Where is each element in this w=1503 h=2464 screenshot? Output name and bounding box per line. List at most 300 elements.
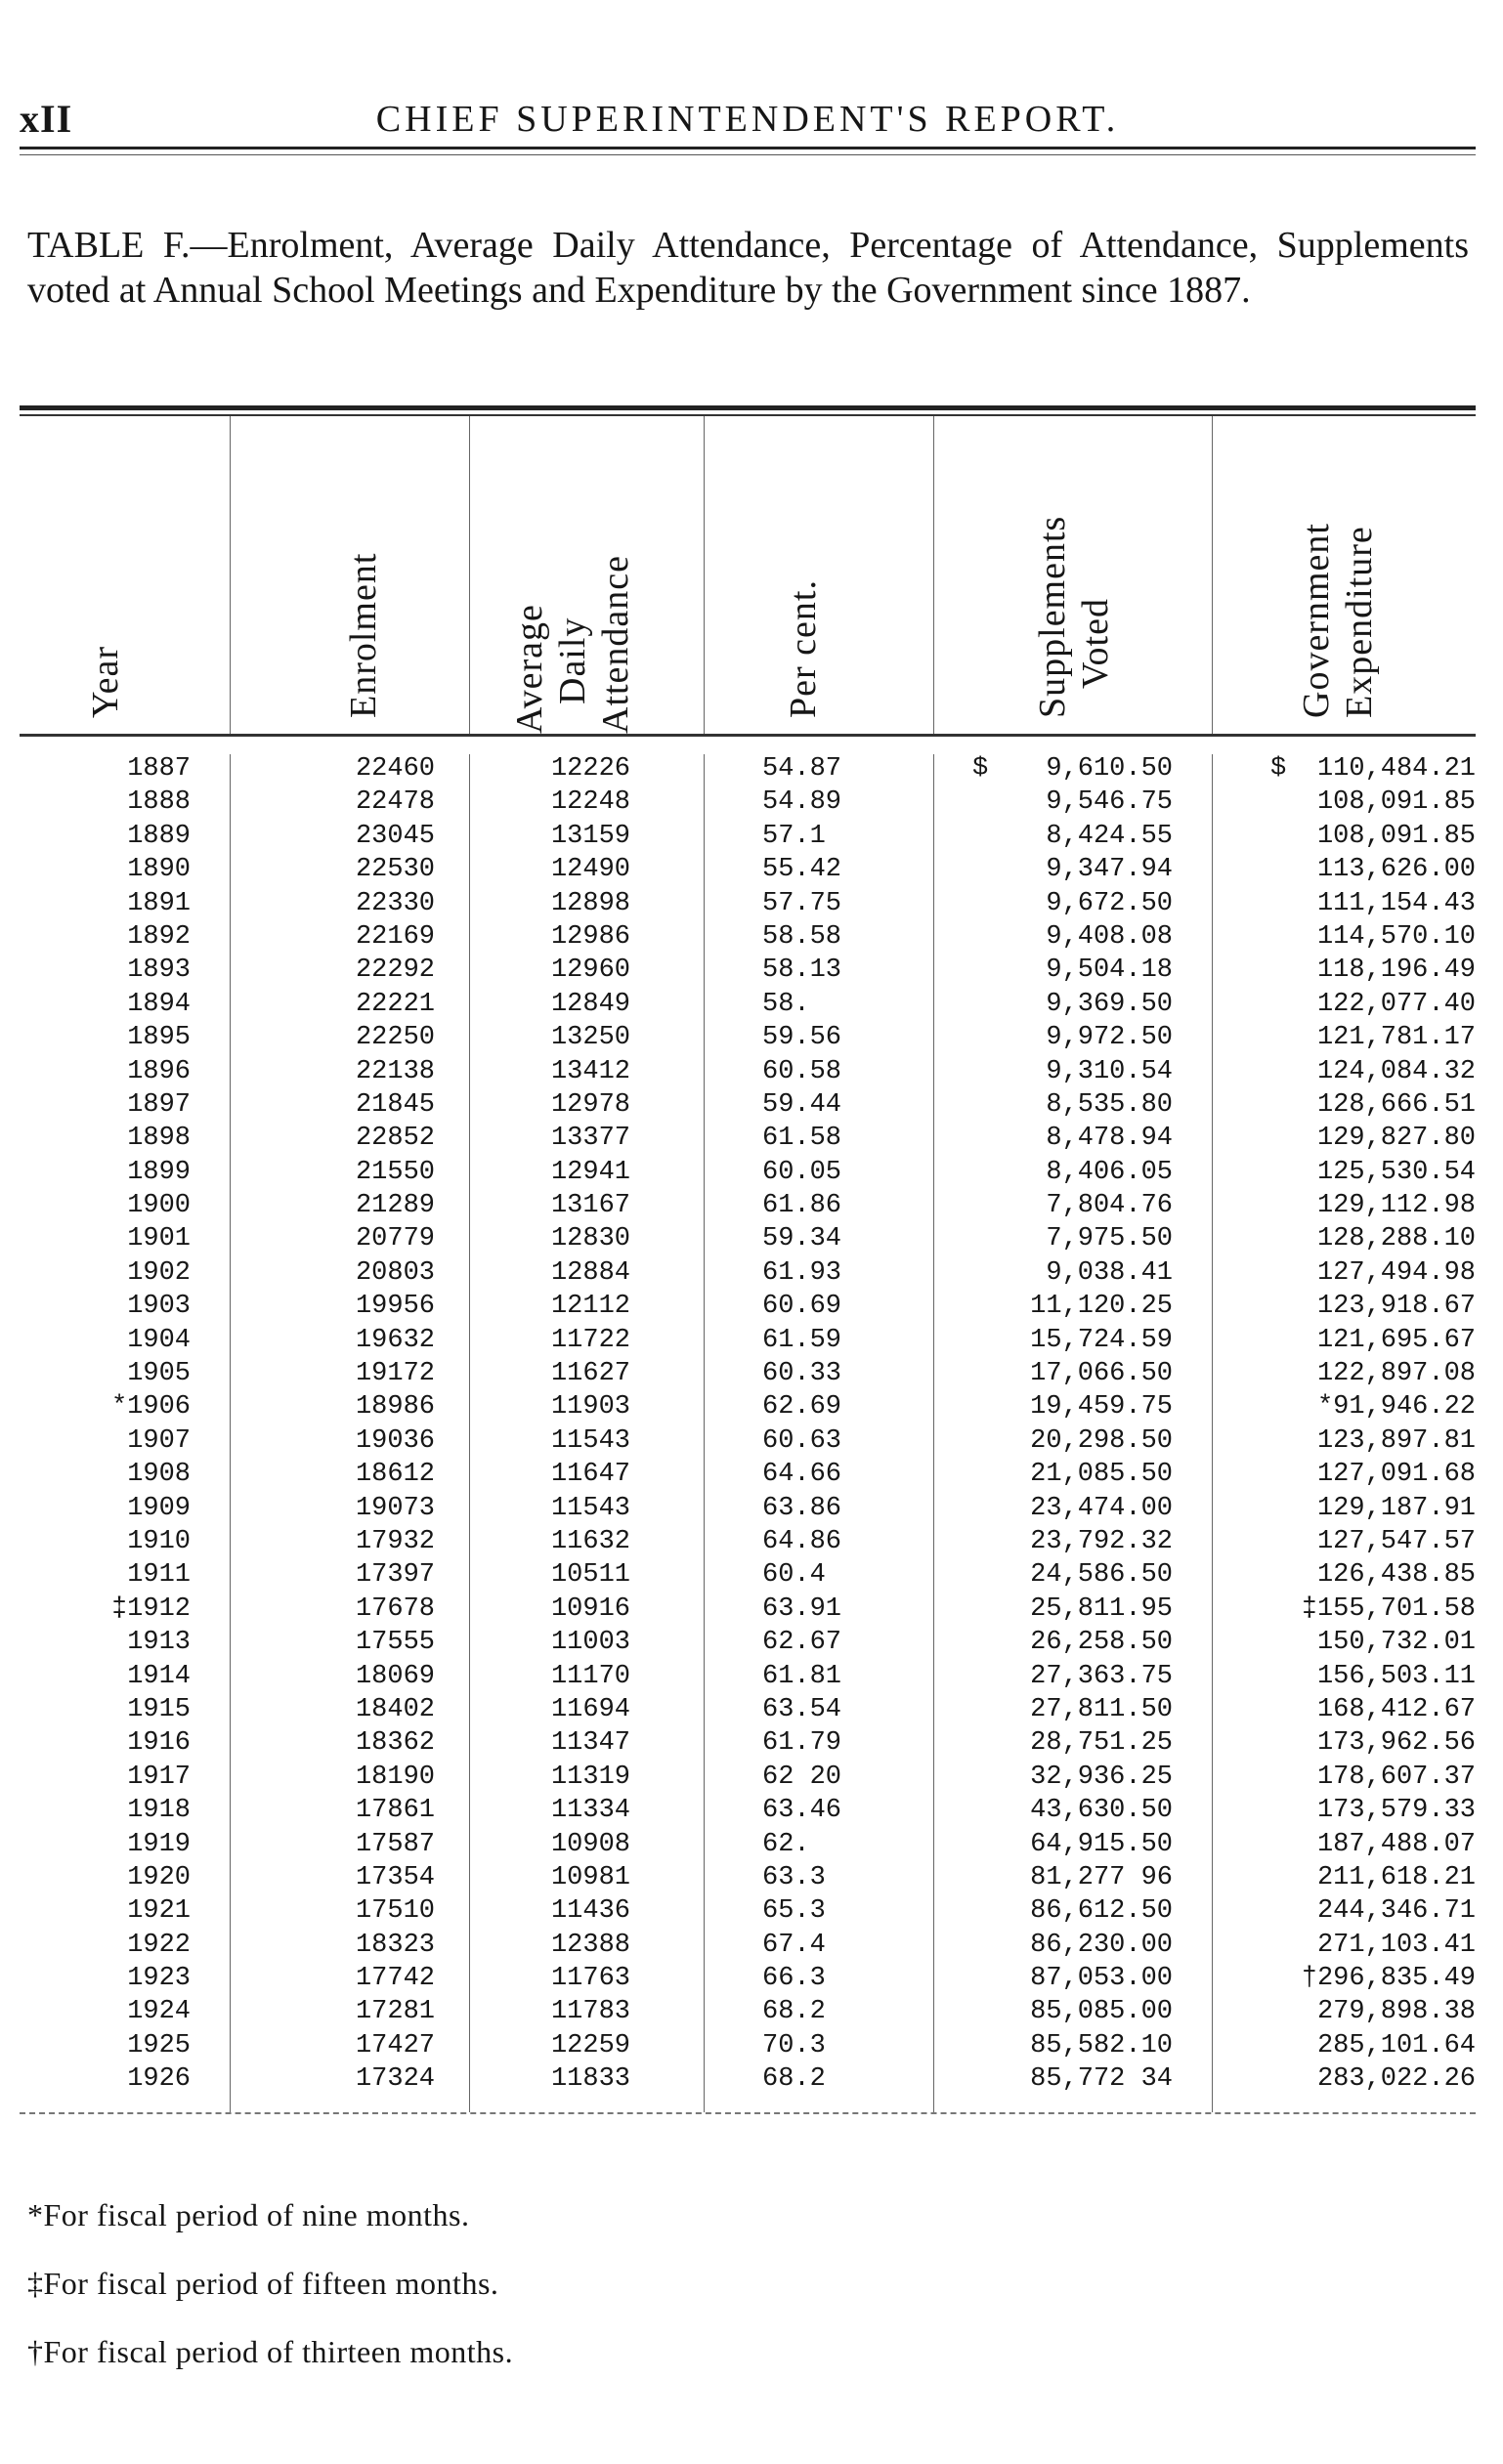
cell-expenditure: 118,196.49 [1316, 956, 1476, 986]
cell-attendance: 10908 [550, 1829, 630, 1859]
cell-year: 1896 [127, 1056, 191, 1086]
cell-supplements: 19,459.75 [1030, 1392, 1173, 1423]
cell-supplements: 9,504.18 [1046, 956, 1173, 986]
cell-year: 1900 [127, 1191, 191, 1221]
cell-enrolment: 17354 [355, 1862, 435, 1892]
cell-supplements: 81,277 96 [1030, 1862, 1173, 1892]
table-row [20, 1326, 1476, 1359]
cell-enrolment: 17742 [355, 1964, 435, 1994]
cell-percent: 66.3 [762, 1964, 826, 1994]
cell-enrolment: 18402 [355, 1694, 435, 1724]
cell-supplements: 9,408.08 [1046, 921, 1173, 952]
cell-attendance: 11647 [550, 1460, 630, 1490]
cell-enrolment: 17555 [355, 1628, 435, 1658]
cell-expenditure: 108,091.85 [1316, 821, 1476, 851]
cell-expenditure: 285,101.64 [1316, 2030, 1476, 2060]
cell-year: 1901 [127, 1224, 191, 1254]
table-row [20, 1931, 1476, 1964]
cell-enrolment: 22852 [355, 1124, 435, 1154]
cell-attendance: 11722 [550, 1325, 630, 1355]
cell-expenditure: 110,484.21 [1316, 754, 1476, 784]
table-caption: TABLE F.—Enrolment, Average Daily Attendance, Percentage of Attendance, Supplements voted at Annual School Meetings and Expenditure by the Government since 1887. [27, 225, 1469, 311]
cell-attendance: 11347 [550, 1728, 630, 1759]
cell-attendance: 12830 [550, 1224, 630, 1254]
table-row [20, 1863, 1476, 1896]
table-row [20, 1224, 1476, 1257]
cell-attendance: 13377 [550, 1124, 630, 1154]
cell-percent: 62.69 [762, 1392, 842, 1423]
cell-percent: 70.3 [762, 2030, 826, 2060]
table-row [20, 1191, 1476, 1224]
cell-enrolment: 21289 [355, 1191, 435, 1221]
cell-attendance: 12259 [550, 2030, 630, 2060]
cell-supplements: 86,612.50 [1030, 1896, 1173, 1927]
table-row [20, 1359, 1476, 1392]
cell-attendance: 12388 [550, 1930, 630, 1960]
cell-attendance: 10981 [550, 1862, 630, 1892]
cell-enrolment: 22330 [355, 888, 435, 918]
cell-expenditure: 168,412.67 [1316, 1694, 1476, 1724]
cell-year: 1902 [127, 1257, 191, 1288]
table-row [20, 2031, 1476, 2064]
cell-attendance: 11632 [550, 1526, 630, 1556]
cell-enrolment: 17587 [355, 1829, 435, 1859]
cell-expenditure: 283,022.26 [1316, 2064, 1476, 2095]
table-row [20, 1830, 1476, 1863]
table-row [20, 822, 1476, 855]
cell-supplements: 9,369.50 [1046, 989, 1173, 1019]
cell-supplements: 9,038.41 [1046, 1257, 1173, 1288]
cell-supplements: 7,975.50 [1046, 1224, 1173, 1254]
cell-attendance: 11543 [550, 1493, 630, 1523]
cell-percent: 57.75 [762, 888, 842, 918]
cell-percent: 58.13 [762, 956, 842, 986]
column-divider [933, 416, 934, 734]
cell-supplements: 20,298.50 [1030, 1425, 1173, 1456]
cell-supplements: 43,630.50 [1030, 1796, 1173, 1826]
cell-enrolment: 20779 [355, 1224, 435, 1254]
cell-attendance: 11833 [550, 2064, 630, 2095]
cell-expenditure: 129,187.91 [1316, 1493, 1476, 1523]
cell-supplements: 26,258.50 [1030, 1628, 1173, 1658]
cell-percent: 58.58 [762, 921, 842, 952]
cell-enrolment: 19073 [355, 1493, 435, 1523]
cell-percent: 61.86 [762, 1191, 842, 1221]
cell-percent: 61.58 [762, 1124, 842, 1154]
cell-expenditure: 173,962.56 [1316, 1728, 1476, 1759]
cell-expenditure: 126,438.85 [1316, 1560, 1476, 1591]
cell-expenditure: 114,570.10 [1316, 921, 1476, 952]
cell-supplements: 85,085.00 [1030, 1997, 1173, 2027]
table-row [20, 1292, 1476, 1325]
table-row [20, 1090, 1476, 1124]
cell-percent: 63.3 [762, 1862, 826, 1892]
cell-expenditure: 128,288.10 [1316, 1224, 1476, 1254]
cell-year: 1915 [127, 1694, 191, 1724]
cell-percent: 62 20 [762, 1762, 842, 1792]
cell-year: 1914 [127, 1661, 191, 1691]
cell-year: 1922 [127, 1930, 191, 1960]
footnote: ‡For fiscal period of fifteen months. [27, 2266, 499, 2301]
currency-symbol-supplements: $ [972, 754, 989, 784]
cell-expenditure: 125,530.54 [1316, 1157, 1476, 1187]
cell-supplements: 9,310.54 [1046, 1056, 1173, 1086]
cell-enrolment: 22250 [355, 1023, 435, 1053]
cell-year: 1907 [127, 1425, 191, 1456]
cell-percent: 62. [762, 1829, 810, 1859]
cell-enrolment: 17932 [355, 1526, 435, 1556]
cell-supplements: 8,406.05 [1046, 1157, 1173, 1187]
cell-attendance: 11170 [550, 1661, 630, 1691]
cell-enrolment: 22221 [355, 989, 435, 1019]
table-row [20, 754, 1476, 787]
table-row [20, 1460, 1476, 1493]
table-row [20, 1728, 1476, 1762]
cell-expenditure: 187,488.07 [1316, 1829, 1476, 1859]
cell-attendance: 11694 [550, 1694, 630, 1724]
cell-enrolment: 22478 [355, 787, 435, 818]
cell-year: 1919 [127, 1829, 191, 1859]
cell-attendance: 12986 [550, 921, 630, 952]
currency-symbol-expenditure: $ [1270, 754, 1287, 784]
cell-attendance: 11627 [550, 1359, 630, 1389]
cell-enrolment: 18323 [355, 1930, 435, 1960]
cell-expenditure: 129,112.98 [1316, 1191, 1476, 1221]
cell-supplements: 23,792.32 [1030, 1526, 1173, 1556]
table-row [20, 1796, 1476, 1829]
cell-percent: 63.46 [762, 1796, 842, 1826]
cell-expenditure: 271,103.41 [1316, 1930, 1476, 1960]
footnote: *For fiscal period of nine months. [27, 2197, 470, 2232]
cell-supplements: 21,085.50 [1030, 1460, 1173, 1490]
cell-enrolment: 19956 [355, 1292, 435, 1322]
cell-percent: 54.89 [762, 787, 842, 818]
cell-year: 1890 [127, 855, 191, 885]
table-row [20, 1763, 1476, 1796]
cell-expenditure: 178,607.37 [1316, 1762, 1476, 1792]
table-row [20, 1662, 1476, 1695]
cell-supplements: 23,474.00 [1030, 1493, 1173, 1523]
cell-attendance: 12248 [550, 787, 630, 818]
cell-expenditure: 111,154.43 [1316, 888, 1476, 918]
cell-year: 1924 [127, 1997, 191, 2027]
cell-expenditure: 124,084.32 [1316, 1056, 1476, 1086]
cell-supplements: 11,120.25 [1030, 1292, 1173, 1322]
cell-attendance: 13167 [550, 1191, 630, 1221]
cell-enrolment: 22292 [355, 956, 435, 986]
cell-attendance: 11763 [550, 1964, 630, 1994]
cell-attendance: 12112 [550, 1292, 630, 1322]
cell-supplements: 9,672.50 [1046, 888, 1173, 918]
cell-year: 1903 [127, 1292, 191, 1322]
cell-percent: 54.87 [762, 754, 842, 784]
footnote: †For fiscal period of thirteen months. [27, 2334, 514, 2369]
cell-supplements: 27,811.50 [1030, 1694, 1173, 1724]
cell-year: 1923 [127, 1964, 191, 1994]
cell-expenditure: ‡155,701.58 [1301, 1593, 1476, 1624]
cell-percent: 65.3 [762, 1896, 826, 1927]
cell-supplements: 9,347.94 [1046, 855, 1173, 885]
table-bottom-rule [20, 2112, 1476, 2114]
cell-expenditure: *91,946.22 [1316, 1392, 1476, 1423]
cell-percent: 60.58 [762, 1056, 842, 1086]
cell-expenditure: 129,827.80 [1316, 1124, 1476, 1154]
cell-expenditure: 127,547.57 [1316, 1526, 1476, 1556]
cell-percent: 60.69 [762, 1292, 842, 1322]
table-row [20, 1057, 1476, 1090]
cell-enrolment: 20803 [355, 1257, 435, 1288]
cell-year: 1895 [127, 1023, 191, 1053]
cell-supplements: 17,066.50 [1030, 1359, 1173, 1389]
column-headers: Year Enrolment Average Daily Attendance Per cent. Supplements Voted Government Expenditure [20, 416, 1476, 737]
table-row [20, 1628, 1476, 1661]
cell-expenditure: 244,346.71 [1316, 1896, 1476, 1927]
cell-year: 1909 [127, 1493, 191, 1523]
table-body [20, 754, 1476, 2099]
cell-year: 1889 [127, 821, 191, 851]
cell-supplements: 87,053.00 [1030, 1964, 1173, 1994]
cell-percent: 63.91 [762, 1593, 842, 1624]
cell-supplements: 9,972.50 [1046, 1023, 1173, 1053]
cell-enrolment: 18190 [355, 1762, 435, 1792]
header-rule-bottom [20, 154, 1476, 155]
statistics-table [20, 405, 1476, 2114]
cell-enrolment: 19036 [355, 1425, 435, 1456]
cell-percent: 58. [762, 989, 810, 1019]
cell-attendance: 11334 [550, 1796, 630, 1826]
cell-expenditure: 279,898.38 [1316, 1997, 1476, 2027]
cell-supplements: 9,610.50 [1046, 754, 1173, 784]
cell-attendance: 10916 [550, 1593, 630, 1624]
cell-enrolment: 17281 [355, 1997, 435, 2027]
column-divider [704, 416, 705, 734]
cell-year: 1893 [127, 956, 191, 986]
cell-percent: 68.2 [762, 1997, 826, 2027]
table-row [20, 1023, 1476, 1056]
table-row [20, 1258, 1476, 1292]
cell-year: 1920 [127, 1862, 191, 1892]
table-row [20, 1392, 1476, 1425]
cell-supplements: 8,424.55 [1046, 821, 1173, 851]
cell-supplements: 24,586.50 [1030, 1560, 1173, 1591]
cell-enrolment: 22138 [355, 1056, 435, 1086]
cell-expenditure: 150,732.01 [1316, 1628, 1476, 1658]
table-row [20, 855, 1476, 888]
cell-attendance: 11543 [550, 1425, 630, 1456]
cell-year: 1905 [127, 1359, 191, 1389]
cell-attendance: 12898 [550, 888, 630, 918]
cell-year: 1887 [127, 754, 191, 784]
cell-year: 1910 [127, 1526, 191, 1556]
cell-year: 1926 [127, 2064, 191, 2095]
cell-year: 1894 [127, 989, 191, 1019]
cell-expenditure: 156,503.11 [1316, 1661, 1476, 1691]
page-header [20, 86, 1476, 145]
cell-supplements: 28,751.25 [1030, 1728, 1173, 1759]
cell-attendance: 12849 [550, 989, 630, 1019]
cell-expenditure: 128,666.51 [1316, 1089, 1476, 1120]
cell-expenditure: 211,618.21 [1316, 1862, 1476, 1892]
table-row [20, 990, 1476, 1023]
cell-year: *1906 [110, 1392, 191, 1423]
cell-expenditure: 123,918.67 [1316, 1292, 1476, 1322]
cell-supplements: 7,804.76 [1046, 1191, 1173, 1221]
cell-supplements: 8,478.94 [1046, 1124, 1173, 1154]
cell-attendance: 12941 [550, 1157, 630, 1187]
cell-supplements: 64,915.50 [1030, 1829, 1173, 1859]
table-row [20, 889, 1476, 922]
cell-percent: 64.86 [762, 1526, 842, 1556]
cell-year: 1898 [127, 1124, 191, 1154]
cell-enrolment: 21845 [355, 1089, 435, 1120]
cell-year: 1904 [127, 1325, 191, 1355]
cell-percent: 60.4 [762, 1560, 826, 1591]
cell-enrolment: 17861 [355, 1796, 435, 1826]
cell-enrolment: 22460 [355, 754, 435, 784]
cell-attendance: 12884 [550, 1257, 630, 1288]
cell-supplements: 85,582.10 [1030, 2030, 1173, 2060]
cell-percent: 60.63 [762, 1425, 842, 1456]
cell-expenditure: 122,897.08 [1316, 1359, 1476, 1389]
cell-percent: 67.4 [762, 1930, 826, 1960]
header-rule-top [20, 147, 1476, 149]
cell-percent: 59.44 [762, 1089, 842, 1120]
table-row [20, 787, 1476, 821]
cell-supplements: 9,546.75 [1046, 787, 1173, 818]
table-row [20, 1594, 1476, 1628]
cell-attendance: 12978 [550, 1089, 630, 1120]
table-row [20, 1124, 1476, 1157]
cell-enrolment: 21550 [355, 1157, 435, 1187]
cell-enrolment: 19632 [355, 1325, 435, 1355]
cell-attendance: 13250 [550, 1023, 630, 1053]
table-row [20, 1695, 1476, 1728]
cell-enrolment: 22530 [355, 855, 435, 885]
cell-percent: 57.1 [762, 821, 826, 851]
cell-year: 1891 [127, 888, 191, 918]
cell-enrolment: 17324 [355, 2064, 435, 2095]
cell-percent: 63.86 [762, 1493, 842, 1523]
cell-supplements: 8,535.80 [1046, 1089, 1173, 1120]
cell-year: 1925 [127, 2030, 191, 2060]
cell-enrolment: 19172 [355, 1359, 435, 1389]
cell-year: 1921 [127, 1896, 191, 1927]
cell-attendance: 13159 [550, 821, 630, 851]
cell-enrolment: 23045 [355, 821, 435, 851]
cell-attendance: 12226 [550, 754, 630, 784]
cell-enrolment: 22169 [355, 921, 435, 952]
cell-attendance: 12490 [550, 855, 630, 885]
cell-attendance: 10511 [550, 1560, 630, 1591]
page-number: xII [20, 97, 73, 141]
cell-supplements: 85,772 34 [1030, 2064, 1173, 2095]
cell-expenditure: 123,897.81 [1316, 1425, 1476, 1456]
cell-attendance: 11783 [550, 1997, 630, 2027]
cell-year: 1908 [127, 1460, 191, 1490]
cell-percent: 60.33 [762, 1359, 842, 1389]
cell-percent: 61.81 [762, 1661, 842, 1691]
cell-expenditure: †296,835.49 [1301, 1964, 1476, 1994]
cell-expenditure: 127,494.98 [1316, 1257, 1476, 1288]
cell-year: 1897 [127, 1089, 191, 1120]
cell-expenditure: 122,077.40 [1316, 989, 1476, 1019]
cell-year: ‡1912 [110, 1593, 191, 1624]
cell-supplements: 27,363.75 [1030, 1661, 1173, 1691]
cell-supplements: 32,936.25 [1030, 1762, 1173, 1792]
cell-year: 1892 [127, 921, 191, 952]
cell-attendance: 11319 [550, 1762, 630, 1792]
cell-year: 1918 [127, 1796, 191, 1826]
cell-enrolment: 17510 [355, 1896, 435, 1927]
cell-expenditure: 121,695.67 [1316, 1325, 1476, 1355]
table-row [20, 1896, 1476, 1930]
cell-enrolment: 18362 [355, 1728, 435, 1759]
cell-expenditure: 108,091.85 [1316, 787, 1476, 818]
table-row [20, 1494, 1476, 1527]
cell-attendance: 12960 [550, 956, 630, 986]
cell-supplements: 86,230.00 [1030, 1930, 1173, 1960]
cell-percent: 62.67 [762, 1628, 842, 1658]
cell-year: 1899 [127, 1157, 191, 1187]
cell-percent: 64.66 [762, 1460, 842, 1490]
column-divider [1212, 416, 1213, 734]
table-row [20, 1997, 1476, 2030]
cell-enrolment: 18069 [355, 1661, 435, 1691]
cell-enrolment: 17678 [355, 1593, 435, 1624]
cell-supplements: 15,724.59 [1030, 1325, 1173, 1355]
table-rule-heavy [20, 405, 1476, 410]
cell-percent: 59.56 [762, 1023, 842, 1053]
cell-percent: 55.42 [762, 855, 842, 885]
cell-year: 1917 [127, 1762, 191, 1792]
cell-attendance: 11436 [550, 1896, 630, 1927]
cell-year: 1916 [127, 1728, 191, 1759]
table-row [20, 922, 1476, 956]
cell-year: 1888 [127, 787, 191, 818]
cell-supplements: 25,811.95 [1030, 1593, 1173, 1624]
cell-enrolment: 17427 [355, 2030, 435, 2060]
running-head: CHIEF SUPERINTENDENT'S REPORT. [375, 99, 1120, 140]
column-divider [230, 416, 231, 734]
footnotes [27, 2181, 513, 2386]
table-row [20, 1426, 1476, 1460]
cell-percent: 61.59 [762, 1325, 842, 1355]
cell-enrolment: 18612 [355, 1460, 435, 1490]
cell-percent: 60.05 [762, 1157, 842, 1187]
cell-attendance: 13412 [550, 1056, 630, 1086]
cell-year: 1911 [127, 1560, 191, 1591]
table-row [20, 1527, 1476, 1560]
table-row [20, 1158, 1476, 1191]
cell-percent: 63.54 [762, 1694, 842, 1724]
cell-year: 1913 [127, 1628, 191, 1658]
cell-expenditure: 121,781.17 [1316, 1023, 1476, 1053]
table-row [20, 956, 1476, 989]
cell-percent: 59.34 [762, 1224, 842, 1254]
column-divider [469, 416, 470, 734]
cell-percent: 61.79 [762, 1728, 842, 1759]
cell-percent: 61.93 [762, 1257, 842, 1288]
table-row [20, 2064, 1476, 2098]
cell-enrolment: 17397 [355, 1560, 435, 1591]
cell-attendance: 11903 [550, 1392, 630, 1423]
cell-enrolment: 18986 [355, 1392, 435, 1423]
cell-expenditure: 173,579.33 [1316, 1796, 1476, 1826]
cell-percent: 68.2 [762, 2064, 826, 2095]
table-row [20, 1560, 1476, 1593]
cell-attendance: 11003 [550, 1628, 630, 1658]
table-row [20, 1964, 1476, 1997]
